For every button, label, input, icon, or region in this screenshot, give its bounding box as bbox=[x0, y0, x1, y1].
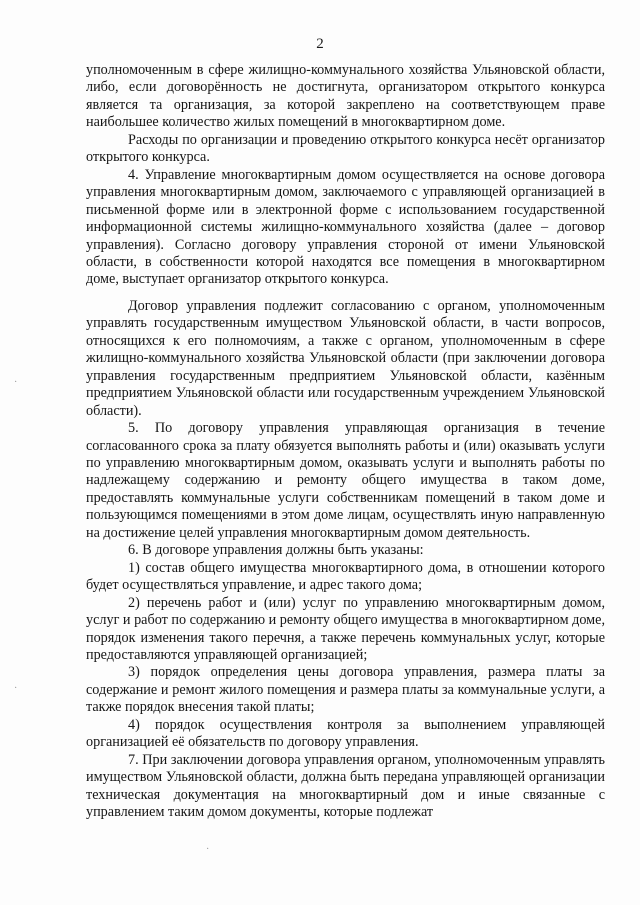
scan-speck: · bbox=[14, 377, 18, 388]
paragraph-11: 7. При заключении договора управления органом, уполномоченным управлять имуществом Ульяновской области, должна быть передана управляющей организации техническая документация на многоквартирный дом и иные связанные с управлением таким домом документы, которые подлежат bbox=[86, 751, 605, 821]
paragraph-2: Расходы по организации и проведению открытого конкурса несёт организатор открытого конкурса. bbox=[86, 131, 605, 166]
paragraph-9: 3) порядок определения цены договора управления, размера платы за содержание и ремонт жилого помещения и размера платы за коммунальные услуги, а также порядок внесения такой платы; bbox=[86, 664, 605, 716]
paragraph-3: 4. Управление многоквартирным домом осуществляется на основе договора управления многоквартирным домом, заключаемого с управляющей организацией в письменной форме или в электронной форме с использованием государственной информационной системы жилищно-коммунального хозяйства (далее – договор управления). Согласно договору управления стороной от имени Ульяновской области, в собственности которой находятся все помещения в многоквартирном доме, выступает организатор открытого конкурса. bbox=[86, 166, 605, 288]
scan-speck: · bbox=[206, 844, 210, 855]
scan-speck: · bbox=[14, 683, 18, 694]
paragraph-5: 5. По договору управления управляющая организация в течение согласованного срока за плату обязуется выполнять работы и (или) оказывать услуги по управлению многоквартирным домом, оказывать услуги и выполнять работы по надлежащему содержанию и ремонту общего имущества в таком доме, предоставлять коммунальные услуги собственникам помещений в таком доме и пользующимся помещениями в этом доме лицам, осуществлять иную направленную на достижение целей управления многоквартирным домом деятельность. bbox=[86, 420, 605, 541]
paragraph-10: 4) порядок осуществления контроля за выполнением управляющей организацией её обязательств по договору управления. bbox=[86, 716, 605, 751]
paragraph-8: 2) перечень работ и (или) услуг по управлению многоквартирным домом, услуг и работ по содержанию и ремонту общего имущества в многоквартирном доме, порядок изменения такого перечня, а также перечень коммунальных услуг, которые предоставляются управляющей организацией; bbox=[86, 594, 605, 663]
paragraph-1: уполномоченным в сфере жилищно-коммунального хозяйства Ульяновской области, либо, если договорённость не достигнута, организатором открытого конкурса является та организация, за которой закреплено на соответствующем праве наибольшее количество жилых помещений в многоквартирном доме. bbox=[86, 62, 605, 131]
paragraph-4: Договор управления подлежит согласованию с органом, уполномоченным управлять государственным имуществом Ульяновской области, в части вопросов, относящихся к его полномочиям, а также с органом, уполномоченным в сфере жилищно-коммунального хозяйства Ульяновской области (при заключении договора управления государственным предприятием Ульяновской области, казённым предприятием Ульяновской области или государственным учреждением Ульяновской области). bbox=[86, 297, 605, 419]
paragraph-6: 6. В договоре управления должны быть указаны: bbox=[128, 542, 424, 559]
document-body bbox=[86, 62, 605, 821]
page-number: 2 bbox=[316, 36, 324, 52]
paragraph-7: 1) состав общего имущества многоквартирного дома, в отношении которого будет осуществляться управление, и адрес такого дома; bbox=[86, 559, 605, 594]
